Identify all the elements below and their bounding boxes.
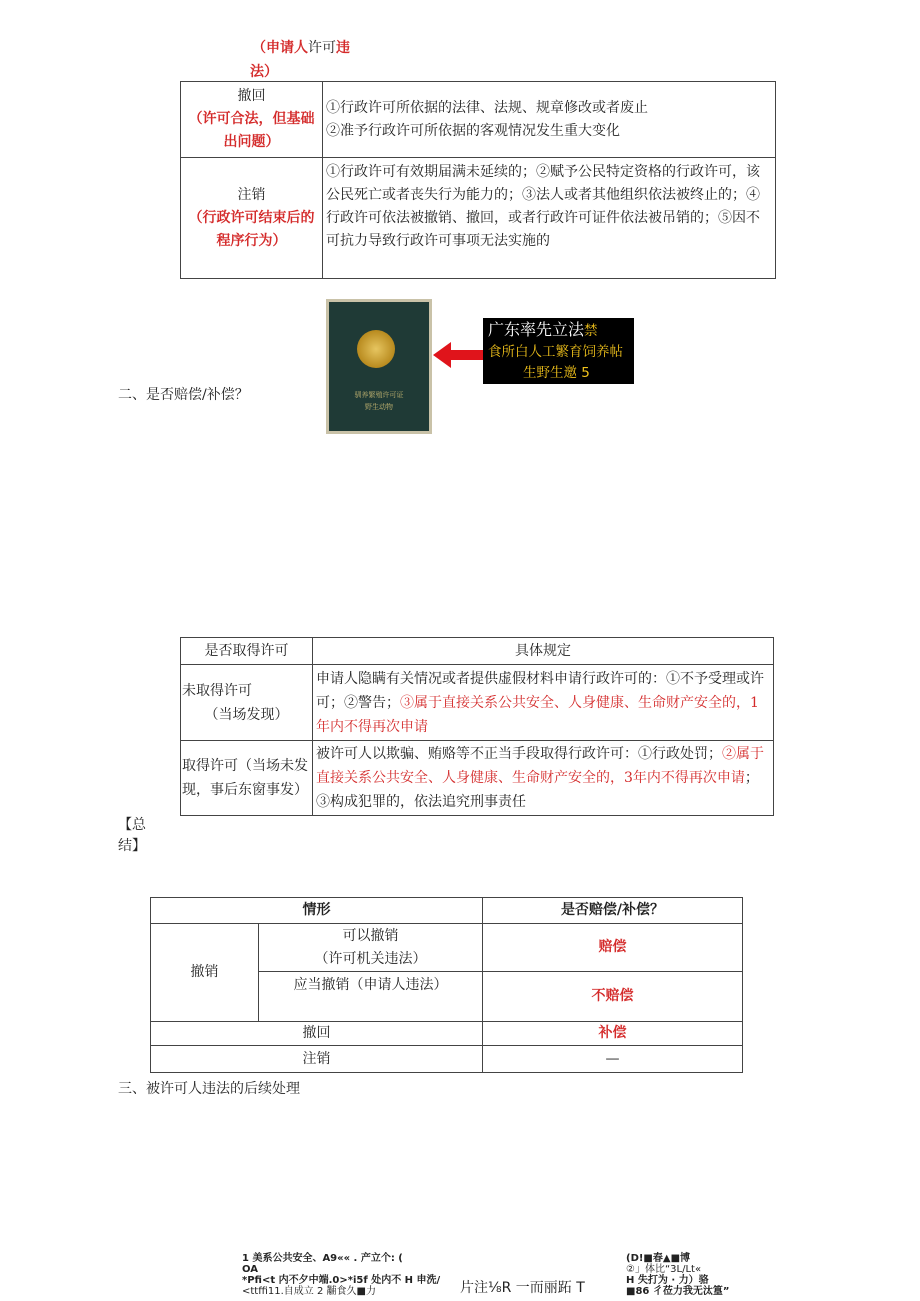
table-header-row bbox=[181, 638, 774, 665]
result-cell: 补偿 bbox=[483, 1022, 743, 1046]
table-header-cell: 具体规定 bbox=[313, 638, 774, 665]
table-cell-label bbox=[181, 158, 323, 279]
table-cell: 撤回 bbox=[151, 1022, 483, 1046]
top-fragment bbox=[252, 36, 350, 84]
table-cell-text bbox=[323, 82, 776, 158]
row-label: 注销 bbox=[237, 186, 266, 203]
table-row bbox=[151, 924, 743, 972]
footer-middle: 片注⅛R 一而丽跖 T bbox=[460, 1280, 585, 1296]
table-row bbox=[181, 158, 776, 279]
list-item: ①行政许可所依据的法律、法规、规章修改或者废止 bbox=[326, 99, 648, 116]
summary-label: 【总结】 bbox=[118, 817, 146, 854]
banner-line: 广东率先立法禁 bbox=[488, 320, 598, 339]
table-cell-label: 取得许可（当场未发现，事后东窗事发） bbox=[181, 741, 313, 816]
permit-photo-title: 驯养繁殖许可证 bbox=[354, 391, 404, 399]
footer-left: 1 美系公共安全、A9«« . 产立个: ( OA *Pfi<t 内不夕中端.0>*i5f 处内不 H 申洗/ <ttffi11.自成立 2 黼食久■力 bbox=[242, 1253, 441, 1297]
result-cell: 不赔偿 bbox=[483, 972, 743, 1022]
banner-line: 生野生邀 5 bbox=[523, 365, 590, 381]
table-cell-text: ①行政许可有效期届满未延续的；②赋予公民特定资格的行政许可，该公民死亡或者丧失行为能力的；③法人或者其他组织依法被终止的；④行政许可依法被撤销、撤回，或者行政许可证件依法被吊销的；⑤因不可抗力导致行政许可事项无法实施的 bbox=[323, 158, 776, 279]
table-header-cell: 情形 bbox=[151, 898, 483, 924]
table-header-cell: 是否赔偿/补偿？ bbox=[483, 898, 743, 924]
table-cell: 应当撤销（申请人违法） bbox=[259, 972, 483, 1022]
permit-photo bbox=[326, 299, 432, 434]
arrow-left-icon bbox=[433, 340, 483, 370]
table-cell-label bbox=[181, 82, 323, 158]
permit-photo-subtitle: 野生动物 bbox=[365, 403, 393, 411]
result-cell: 赔偿 bbox=[483, 924, 743, 972]
revocation-table bbox=[180, 81, 776, 279]
table-cell-text: 申请人隐瞒有关情况或者提供虚假材料申请行政许可的：①不予受理或许可；②警告；③属于直接关系公共安全、人身健康、生命财产安全的，1年内不得再次申请 bbox=[313, 665, 774, 741]
table-cell-text: 被许可人以欺骗、贿赂等不正当手段取得行政许可：①行政处罚；②属于直接关系公共安全、人身健康、生命财产安全的，3年内不得再次申请；③构成犯罪的，依法追究刑事责任 bbox=[313, 741, 774, 816]
compensation-table bbox=[150, 897, 743, 1073]
table-cell-label: 未取得许可 （当场发现） bbox=[181, 665, 313, 741]
group-cell: 撤销 bbox=[151, 924, 259, 1022]
news-banner bbox=[483, 318, 634, 384]
table-row bbox=[181, 741, 774, 816]
top-fragment-d: 法） bbox=[250, 64, 278, 80]
top-fragment-c: 违 bbox=[336, 40, 350, 56]
table-header-row bbox=[151, 898, 743, 924]
row-note: （许可合法，但基础出问题） bbox=[188, 111, 315, 150]
top-fragment-b: 许可 bbox=[308, 40, 336, 56]
section-heading: 二、是否赔偿/补偿？ bbox=[118, 387, 249, 403]
table-cell: 注销 bbox=[151, 1046, 483, 1073]
table-row bbox=[151, 1046, 743, 1073]
table-cell: 可以撤销 （许可机关违法） bbox=[259, 924, 483, 972]
footer-right: (D!■春▲■博 ②」体比“3L/Lt« H 失打为 · 力）骆 ■86 彳莅力我无汰篁” bbox=[626, 1253, 730, 1297]
table-header-cell: 是否取得许可 bbox=[181, 638, 313, 665]
national-emblem-icon bbox=[357, 330, 395, 368]
banner-line: 食所白人工繁育饲养帖 bbox=[488, 344, 623, 360]
row-note: （行政许可结束后的程序行为） bbox=[188, 209, 315, 249]
table-row bbox=[181, 665, 774, 741]
list-item: ②准予行政许可所依据的客观情况发生重大变化 bbox=[326, 122, 620, 139]
table-row bbox=[151, 1022, 743, 1046]
section-heading: 三、被许可人违法的后续处理 bbox=[118, 1081, 300, 1097]
permit-status-table bbox=[180, 637, 774, 816]
result-cell: — bbox=[483, 1046, 743, 1073]
top-fragment-a: （申请人 bbox=[252, 40, 308, 56]
table-row bbox=[181, 82, 776, 158]
row-label: 撤回 bbox=[237, 88, 266, 104]
